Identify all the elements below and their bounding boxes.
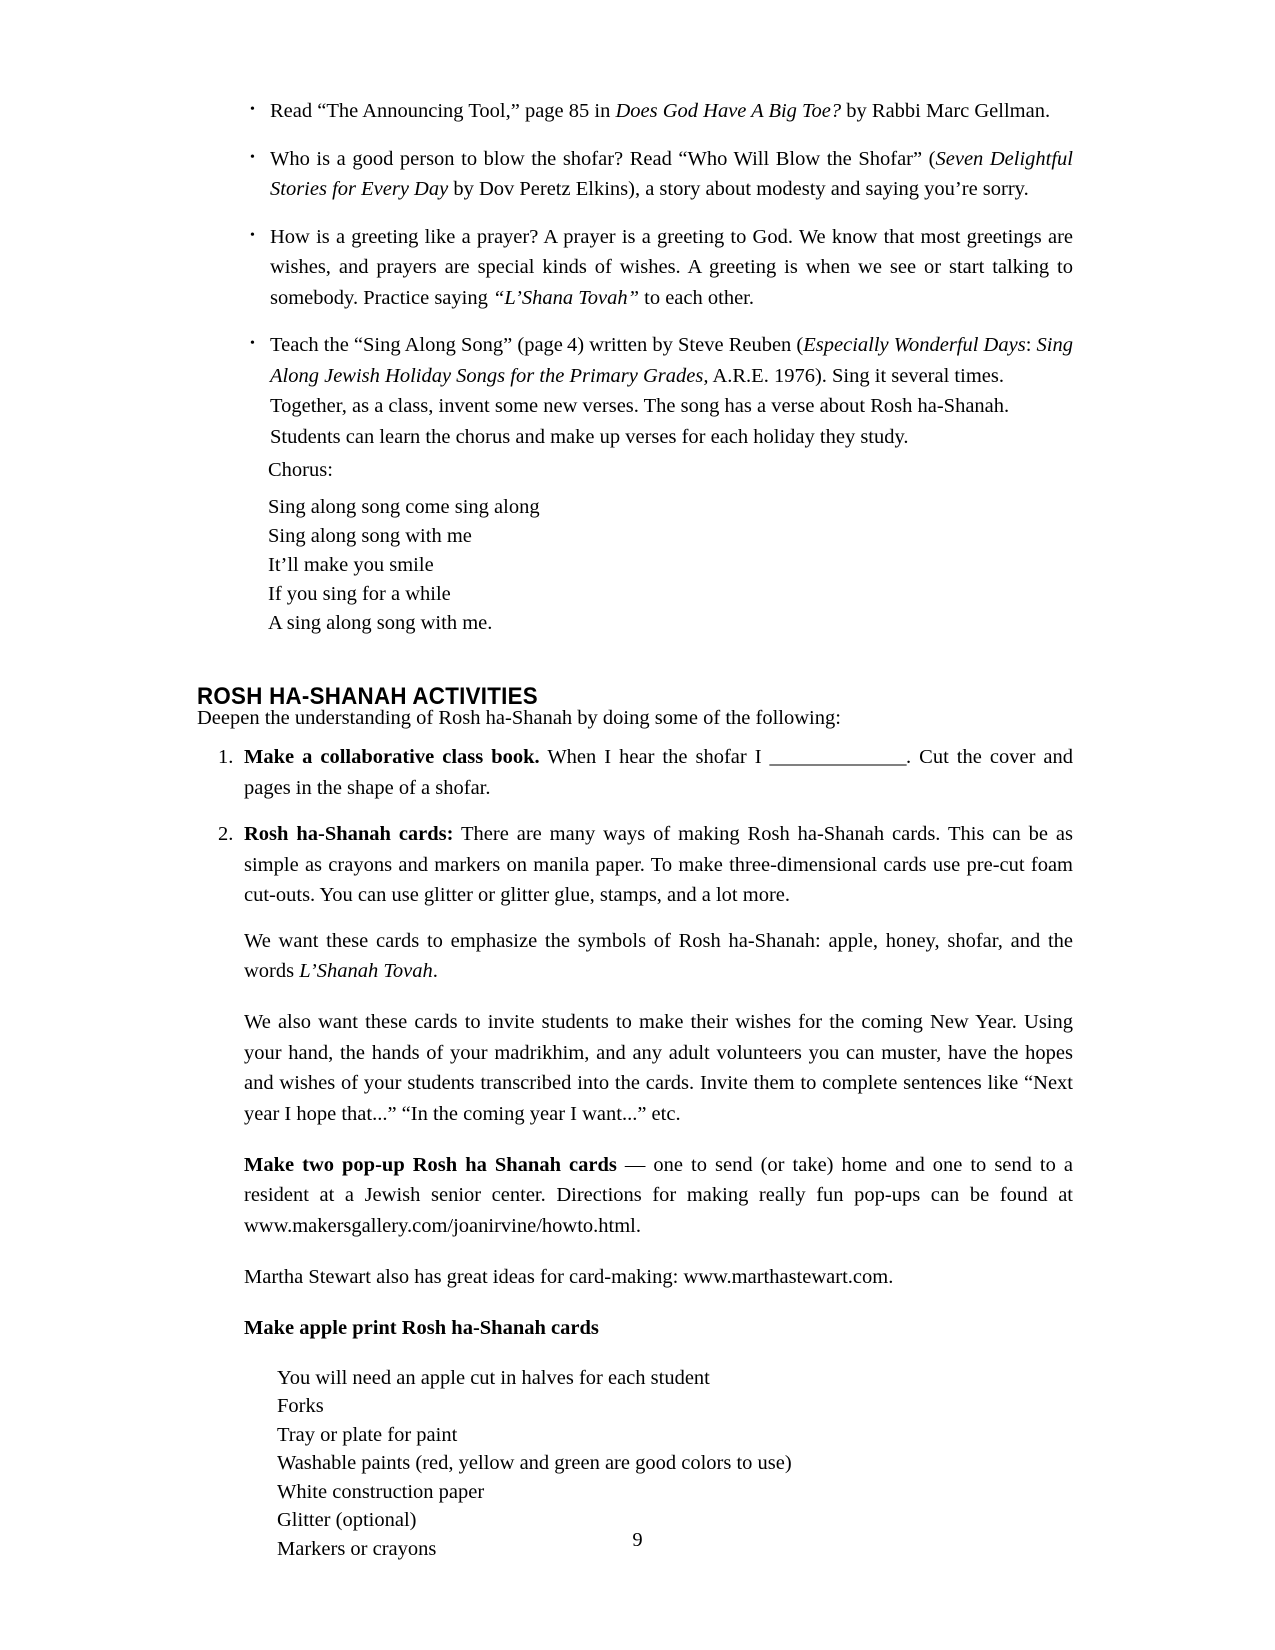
activity-item-rosh-ha-shanah-cards <box>218 819 1073 1563</box>
text-run: to each other. <box>639 286 754 309</box>
chorus-line: It’ll make you smile <box>268 554 434 576</box>
paragraph-popup-cards <box>244 1150 1073 1242</box>
paragraph-martha-stewart <box>244 1262 1073 1293</box>
text-run: Does God Have A Big Toe? <box>615 100 842 122</box>
bullet-item-sing-along-song <box>248 330 1073 452</box>
text-run: Martha Stewart also has great ideas for card-making: www.marthastewart.com. <box>244 1265 894 1288</box>
bullet-text <box>270 148 1073 201</box>
text-run: We also want these cards to invite students to make their wishes for the coming New Year. Using your hand, the hands of your madrikhim, and any adult volunteers you can muster, have the hopes and wishes of your students transcribed into the cards. Invite them to complete sentences like “Next year I hope that...” “In the coming year I want...” etc. <box>244 1011 1073 1125</box>
activities-numbered-list <box>218 742 1073 1563</box>
bullet-text <box>270 226 1073 309</box>
fill-in-blank: ______________ <box>769 746 907 768</box>
chorus-line: If you sing for a while <box>268 583 451 605</box>
activity-body-before-blank: When I hear the shofar I <box>539 746 770 768</box>
sub-heading-apple-print-cards: Make apple print Rosh ha-Shanah cards <box>244 1316 599 1339</box>
page-number: 9 <box>632 1529 643 1551</box>
text-run: Teach the “Sing Along Song” (page 4) written by Steve Reuben ( <box>270 334 804 356</box>
text-run: : <box>1025 334 1037 356</box>
paragraph-card-wishes <box>244 1007 1073 1129</box>
text-run: Read “The Announcing Tool,” page 85 in <box>270 100 616 122</box>
text-run: by Dov Peretz Elkins), a story about modesty and saying you’re sorry. <box>448 178 1029 200</box>
text-run: — one to send (or take) home and one to send to a resident at a Jewish senior center. Directions for making really fun pop-ups can be found at www.makersgallery.com/joanirvine/howto.html. <box>244 1153 1073 1237</box>
text-run: Seven Delightful Stories for Every Day <box>270 147 1073 200</box>
materials-list-item: Markers or crayons <box>277 1537 437 1560</box>
reading-activities-bullet-list <box>248 96 1073 452</box>
text-run: Especially Wonderful Days <box>803 334 1026 356</box>
chorus-line: A sing along song with me. <box>268 612 493 634</box>
activities-intro-text: Deepen the understanding of Rosh ha-Shanah by doing some of the following: <box>197 707 841 729</box>
paragraph-card-symbols <box>244 926 1073 987</box>
chorus-line: Sing along song with me <box>268 525 472 547</box>
bullet-item-announcing-tool <box>248 96 1073 127</box>
chorus-line: Sing along song come sing along <box>268 496 540 518</box>
activity-item-class-book <box>218 742 1073 803</box>
materials-list-item: Washable paints (red, yellow and green are good colors to use) <box>277 1452 792 1474</box>
chorus-lines <box>268 493 540 638</box>
bullet-item-greeting-like-a-prayer <box>248 222 1073 314</box>
bullet-item-who-will-blow-the-shofar <box>248 144 1073 205</box>
activity-body: There are many ways of making Rosh ha-Shanah cards. This can be as simple as crayons and markers on manila paper. To make three-dimensional cards use pre-cut foam cut-outs. You can use glitter or glitter glue, stamps, and a lot more. <box>244 823 1074 906</box>
section-heading-rosh-ha-shanah-activities: ROSH HA-SHANAH ACTIVITIES <box>197 682 538 710</box>
materials-list-item: Forks <box>277 1395 324 1417</box>
activity-body-after-blank: . Cut the cover and pages in the shape of a shofar. <box>244 746 1074 799</box>
text-run: Make two pop-up Rosh ha Shanah cards <box>244 1153 617 1176</box>
activity-run-in-heading: Rosh ha-Shanah cards: <box>244 823 454 845</box>
materials-list-item: Tray or plate for paint <box>277 1423 458 1446</box>
chorus-label: Chorus: <box>268 459 333 481</box>
text-run: “L’Shana Tovah” <box>492 286 639 309</box>
materials-list-item: Glitter (optional) <box>277 1509 417 1531</box>
text-run: A.R.E. 1976). Sing it several times. Together, as a class, invent some new verses. The song has a verse about Rosh ha-Shanah. Students can learn the chorus and make up verses for each holiday they study. <box>270 364 1010 448</box>
activity-run-in-heading: Make a collaborative class book. <box>244 746 540 768</box>
activity-marker: 2. <box>218 823 234 845</box>
text-run: Sing Along Jewish Holiday Songs for the Primary Grades, <box>270 334 1073 387</box>
text-run: We want these cards to emphasize the symbols of Rosh ha-Shanah: apple, honey, shofar, and the words <box>244 929 1073 982</box>
text-run: by Rabbi Marc Gellman. <box>841 100 1051 122</box>
materials-list-item: You will need an apple cut in halves for each student <box>277 1366 710 1389</box>
bullet-text <box>270 100 1050 122</box>
materials-list-item: White construction paper <box>277 1480 485 1503</box>
text-run: How is a greeting like a prayer? A prayer is a greeting to God. We know that most greetings are wishes, and prayers are special kinds of wishes. A greeting is when we see or start talking to somebody. Practice saying <box>270 225 1073 309</box>
bullet-text <box>270 334 1073 448</box>
text-run: . <box>432 960 438 982</box>
text-run: Who is a good person to blow the shofar? Read “Who Will Blow the Shofar” ( <box>270 147 936 170</box>
text-run: L’Shanah Tovah <box>299 960 433 982</box>
activity-marker: 1. <box>218 746 234 768</box>
